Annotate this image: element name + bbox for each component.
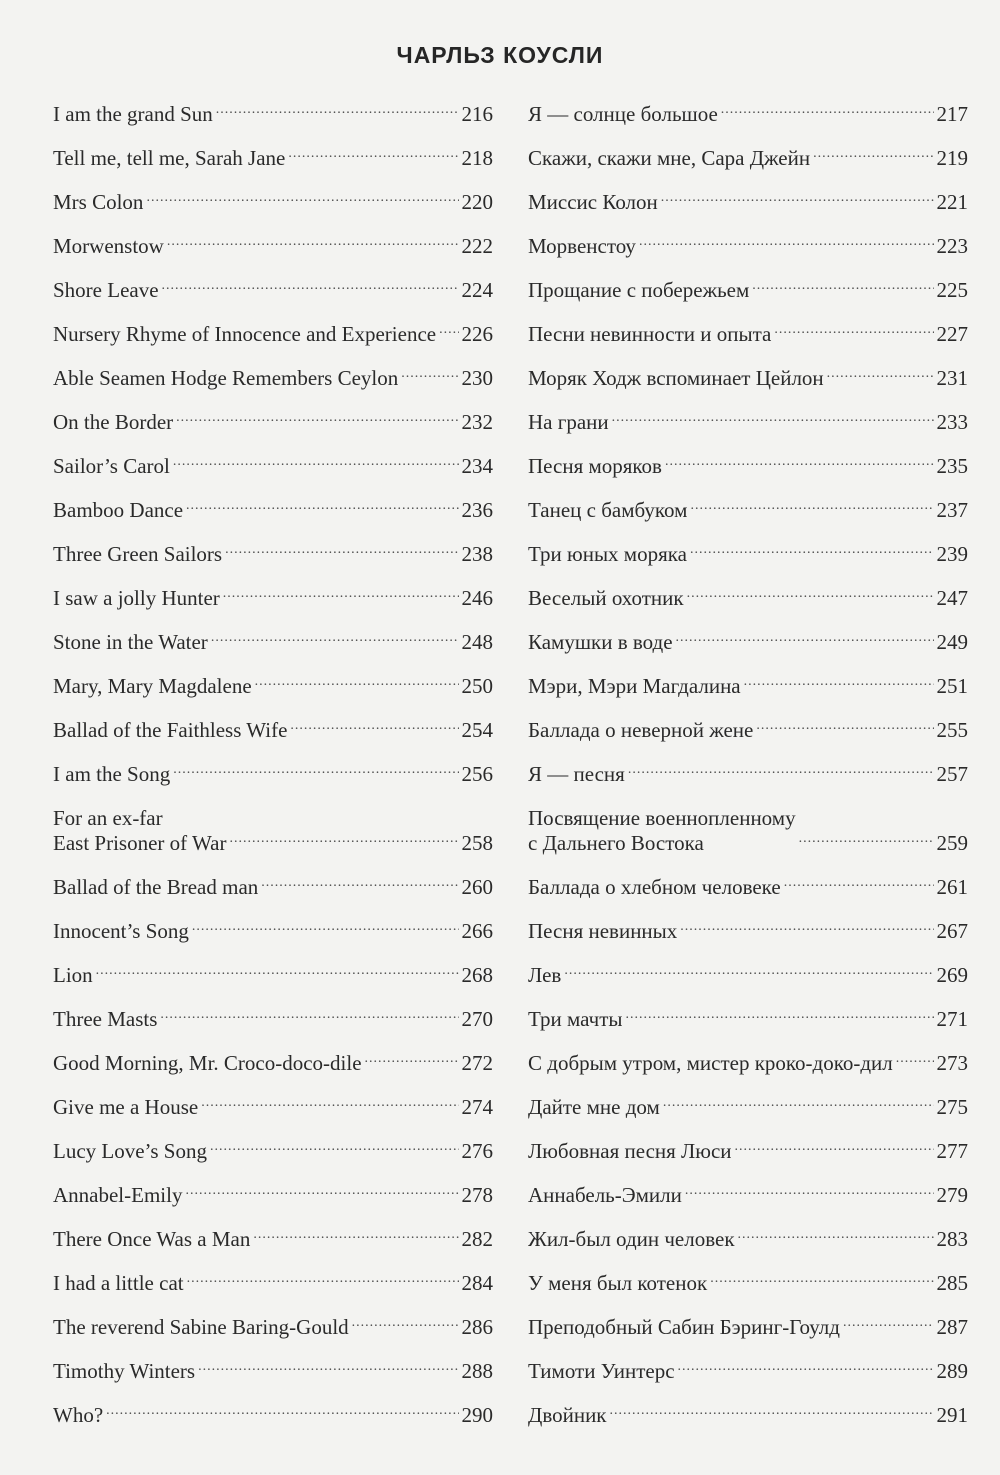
page-number: 216 (461, 102, 493, 126)
toc-entry (528, 919, 968, 944)
page-number: 231 (936, 366, 968, 390)
dot-leader (690, 537, 934, 562)
page-number: 257 (936, 762, 968, 786)
toc-entry (53, 762, 493, 787)
entry-title: I had a little cat (53, 1271, 184, 1295)
toc-entry (528, 630, 968, 655)
dot-leader (187, 1266, 459, 1291)
page-number: 249 (936, 630, 968, 654)
entry-title: Lucy Love’s Song (53, 1139, 207, 1163)
entry-title: Good Morning, Mr. Croco-doco-dile (53, 1051, 362, 1075)
toc-entry (53, 875, 493, 900)
dot-leader (678, 1354, 934, 1379)
entry-title: Mary, Mary Magdalene (53, 674, 252, 698)
entry-title: Преподобный Сабин Бэринг-Гоулд (528, 1315, 840, 1339)
toc-entry (53, 1271, 493, 1296)
dot-leader (229, 826, 458, 851)
dot-leader (813, 141, 933, 166)
toc-entry (528, 1139, 968, 1164)
page-number: 266 (461, 919, 493, 943)
dot-leader (173, 757, 458, 782)
entry-title: На грани (528, 410, 609, 434)
entry-title: Любовная песня Люси (528, 1139, 732, 1163)
entry-title: Ballad of the Faithless Wife (53, 718, 288, 742)
toc-entry (53, 963, 493, 988)
entry-title: The reverend Sabine Baring-Gould (53, 1315, 349, 1339)
page-number: 290 (461, 1403, 493, 1427)
dot-leader (610, 1398, 934, 1423)
page-number: 278 (461, 1183, 493, 1207)
dot-leader (365, 1046, 459, 1071)
toc-entry (528, 542, 968, 567)
dot-leader (827, 361, 934, 386)
entry-title: I am the grand Sun (53, 102, 213, 126)
toc-entry (53, 586, 493, 611)
page-number: 260 (461, 875, 493, 899)
toc-entry (53, 190, 493, 215)
entry-title: Веселый охотник (528, 586, 684, 610)
dot-leader (784, 870, 934, 895)
page-number: 259 (936, 831, 968, 855)
toc-entry (528, 963, 968, 988)
page-number: 219 (936, 146, 968, 170)
entry-title: Nursery Rhyme of Innocence and Experience (53, 322, 437, 346)
page-number: 287 (936, 1315, 968, 1339)
entry-title: Дайте мне дом (528, 1095, 660, 1119)
toc-entry (53, 366, 493, 391)
toc-entry (53, 1007, 493, 1032)
page-number: 251 (936, 674, 968, 698)
toc-entry (53, 278, 493, 303)
entry-title: Я — песня (528, 762, 625, 786)
page-number: 270 (461, 1007, 493, 1031)
toc-entry (53, 718, 493, 743)
toc-entry (53, 234, 493, 259)
toc-entry (53, 454, 493, 479)
dot-leader (162, 273, 459, 298)
toc-entry (528, 806, 968, 856)
toc-entry (53, 410, 493, 435)
toc-entry (53, 1139, 493, 1164)
page-number: 284 (461, 1271, 493, 1295)
entry-title: Песни невинности и опыта (528, 322, 772, 346)
entry-title: Морвенстоу (528, 234, 636, 258)
entry-title: Innocent’s Song (53, 919, 189, 943)
toc-entry (528, 1315, 968, 1340)
dot-leader (192, 914, 459, 939)
page-number: 217 (936, 102, 968, 126)
entry-title: Баллада о хлебном человеке (528, 875, 781, 899)
page-number: 218 (461, 146, 493, 170)
page-number: 225 (936, 278, 968, 302)
dot-leader (663, 1090, 934, 1115)
toc-entry (53, 1315, 493, 1340)
toc-entry (53, 919, 493, 944)
entry-title: Sailor’s Carol (53, 454, 170, 478)
entry-title: I saw a jolly Hunter (53, 586, 220, 610)
toc-entry (528, 102, 968, 127)
dot-leader (198, 1354, 458, 1379)
dot-leader (843, 1310, 934, 1335)
dot-leader (639, 229, 934, 254)
toc-entry (53, 1183, 493, 1208)
dot-leader (211, 625, 459, 650)
toc-entry (528, 674, 968, 699)
page-number: 289 (936, 1359, 968, 1383)
entry-title: Mrs Colon (53, 190, 144, 214)
page-number: 277 (936, 1139, 968, 1163)
entry-title: Танец с бамбуком (528, 498, 688, 522)
dot-leader (146, 185, 458, 210)
page-number: 220 (461, 190, 493, 214)
toc-entry (528, 498, 968, 523)
entry-title: Камушки в воде (528, 630, 673, 654)
entry-title: Ballad of the Bread man (53, 875, 259, 899)
dot-leader (167, 229, 459, 254)
dot-leader (744, 669, 934, 694)
entry-title-line1: For an ex-far (53, 806, 163, 830)
toc-entry (53, 1359, 493, 1384)
dot-leader (710, 1266, 933, 1291)
toc-entry (528, 410, 968, 435)
page-number: 232 (461, 410, 493, 434)
page-number: 248 (461, 630, 493, 654)
entry-title: Я — солнце большое (528, 102, 718, 126)
toc-entry (53, 1227, 493, 1252)
dot-leader (96, 958, 459, 983)
entry-title: Able Seamen Hodge Remembers Ceylon (53, 366, 399, 390)
toc-entry (53, 102, 493, 127)
page-number: 279 (936, 1183, 968, 1207)
page-number: 283 (936, 1227, 968, 1251)
toc-entry (528, 1359, 968, 1384)
toc-entry (528, 762, 968, 787)
entry-title: Моряк Ходж вспоминает Цейлон (528, 366, 824, 390)
entry-title: There Once Was a Man (53, 1227, 251, 1251)
page-number: 238 (461, 542, 493, 566)
page-number: 268 (461, 963, 493, 987)
toc-entry (528, 1403, 968, 1428)
page-number: 235 (936, 454, 968, 478)
page-number: 236 (461, 498, 493, 522)
toc-entry (528, 146, 968, 171)
page-number: 221 (936, 190, 968, 214)
entry-title: Annabel-Emily (53, 1183, 183, 1207)
dot-leader (685, 1178, 934, 1203)
page-number: 276 (461, 1139, 493, 1163)
dot-leader (160, 1002, 458, 1027)
entry-title: Three Green Sailors (53, 542, 223, 566)
entry-title: Three Masts (53, 1007, 158, 1031)
dot-leader (216, 97, 459, 122)
toc-entry (53, 1095, 493, 1120)
page-number: 274 (461, 1095, 493, 1119)
entry-title: Аннабель-Эмили (528, 1183, 682, 1207)
page-title: ЧАРЛЬЗ КОУСЛИ (396, 42, 604, 68)
page-number: 233 (936, 410, 968, 434)
toc-entry (53, 1051, 493, 1076)
entry-title: Три мачты (528, 1007, 623, 1031)
toc-entry (528, 1271, 968, 1296)
entry-title: Прощание с побережьем (528, 278, 750, 302)
dot-leader (612, 405, 934, 430)
toc-entry (528, 234, 968, 259)
dot-leader (352, 1310, 459, 1335)
page-number: 230 (461, 366, 493, 390)
entry-title: Shore Leave (53, 278, 159, 302)
dot-leader (201, 1090, 458, 1115)
dot-leader (690, 493, 933, 518)
toc-entry (53, 1403, 493, 1428)
dot-leader (173, 449, 459, 474)
dot-leader (253, 1222, 458, 1247)
page-number: 291 (936, 1403, 968, 1427)
page-number: 226 (461, 322, 493, 346)
dot-leader (186, 493, 458, 518)
entry-title: Песня невинных (528, 919, 678, 943)
page-number: 261 (936, 875, 968, 899)
dot-leader (261, 870, 458, 895)
page-number: 222 (461, 234, 493, 258)
entry-title-line2: с Дальнего Востока (528, 831, 704, 855)
toc-entry (528, 1227, 968, 1252)
dot-leader (680, 914, 933, 939)
entry-title: Двойник (528, 1403, 607, 1427)
page-number: 256 (461, 762, 493, 786)
dot-leader (752, 273, 933, 298)
dot-leader (661, 185, 934, 210)
entry-title: Скажи, скажи мне, Сара Джейн (528, 146, 811, 170)
dot-leader (799, 826, 934, 851)
entry-title: Лев (528, 963, 562, 987)
page-number: 288 (461, 1359, 493, 1383)
entry-title: Жил-был один человек (528, 1227, 735, 1251)
entry-title: У меня был котенок (528, 1271, 708, 1295)
page-number: 237 (936, 498, 968, 522)
dot-leader (176, 405, 458, 430)
dot-leader (756, 713, 933, 738)
page-number: 275 (936, 1095, 968, 1119)
page-number: 271 (936, 1007, 968, 1031)
page-number: 224 (461, 278, 493, 302)
entry-title: Morwenstow (53, 234, 164, 258)
entry-title-line1: Посвящение военнопленному (528, 806, 796, 830)
toc-column-russian (528, 102, 968, 1447)
dot-leader (290, 713, 458, 738)
entry-title: Мэри, Мэри Магдалина (528, 674, 741, 698)
toc-entry (528, 1183, 968, 1208)
toc-entry (528, 454, 968, 479)
dot-leader (255, 669, 459, 694)
page-number: 254 (461, 718, 493, 742)
dot-leader (223, 581, 459, 606)
entry-title: Who? (53, 1403, 104, 1427)
dot-leader (687, 581, 934, 606)
entry-title: I am the Song (53, 762, 171, 786)
entry-title: С добрым утром, мистер кроко-доко-дил (528, 1051, 893, 1075)
entry-title (53, 806, 226, 856)
page-number: 234 (461, 454, 493, 478)
dot-leader (628, 757, 934, 782)
page-number: 282 (461, 1227, 493, 1251)
toc-column-english (53, 102, 493, 1447)
toc-entry (53, 498, 493, 523)
dot-leader (896, 1046, 934, 1071)
page-number: 286 (461, 1315, 493, 1339)
toc-entry (528, 1095, 968, 1120)
toc-entry (528, 586, 968, 611)
dot-leader (106, 1398, 458, 1423)
page-number: 258 (461, 831, 493, 855)
page-number: 272 (461, 1051, 493, 1075)
page-number: 285 (936, 1271, 968, 1295)
dot-leader (288, 141, 458, 166)
toc-entry (528, 718, 968, 743)
page-number: 273 (936, 1051, 968, 1075)
entry-title: Timothy Winters (53, 1359, 196, 1383)
toc-entry (53, 630, 493, 655)
toc-entry (53, 542, 493, 567)
entry-title (528, 806, 796, 856)
toc-entry (528, 278, 968, 303)
dot-leader (721, 97, 934, 122)
toc-entry (53, 806, 493, 856)
page-number: 269 (936, 963, 968, 987)
toc-entry (528, 190, 968, 215)
dot-leader (665, 449, 934, 474)
toc-entry (53, 146, 493, 171)
toc-entry (528, 875, 968, 900)
entry-title: Тимоти Уинтерс (528, 1359, 675, 1383)
entry-title-line2: East Prisoner of War (53, 831, 227, 855)
page-number: 267 (936, 919, 968, 943)
dot-leader (774, 317, 933, 342)
entry-title: Tell me, tell me, Sarah Jane (53, 146, 286, 170)
entry-title: Bamboo Dance (53, 498, 184, 522)
page-number: 239 (936, 542, 968, 566)
entry-title: Миссис Колон (528, 190, 658, 214)
toc-entry (528, 1051, 968, 1076)
entry-title: Баллада о неверной жене (528, 718, 754, 742)
entry-title: On the Border (53, 410, 174, 434)
dot-leader (210, 1134, 459, 1159)
dot-leader (401, 361, 458, 386)
page-number: 255 (936, 718, 968, 742)
page-number: 246 (461, 586, 493, 610)
toc-entry (528, 366, 968, 391)
dot-leader (439, 317, 458, 342)
entry-title: Lion (53, 963, 93, 987)
page-number: 227 (936, 322, 968, 346)
dot-leader (738, 1222, 934, 1247)
toc-entry (53, 322, 493, 347)
entry-title: Stone in the Water (53, 630, 208, 654)
entry-title: Песня моряков (528, 454, 662, 478)
page-number: 250 (461, 674, 493, 698)
toc-entry (53, 674, 493, 699)
dot-leader (626, 1002, 934, 1027)
dot-leader (735, 1134, 934, 1159)
page-number: 247 (936, 586, 968, 610)
entry-title: Три юных моряка (528, 542, 687, 566)
dot-leader (676, 625, 934, 650)
entry-title: Give me a House (53, 1095, 199, 1119)
toc-entry (528, 1007, 968, 1032)
dot-leader (225, 537, 458, 562)
page-number: 223 (936, 234, 968, 258)
dot-leader (185, 1178, 458, 1203)
dot-leader (564, 958, 933, 983)
toc-entry (528, 322, 968, 347)
